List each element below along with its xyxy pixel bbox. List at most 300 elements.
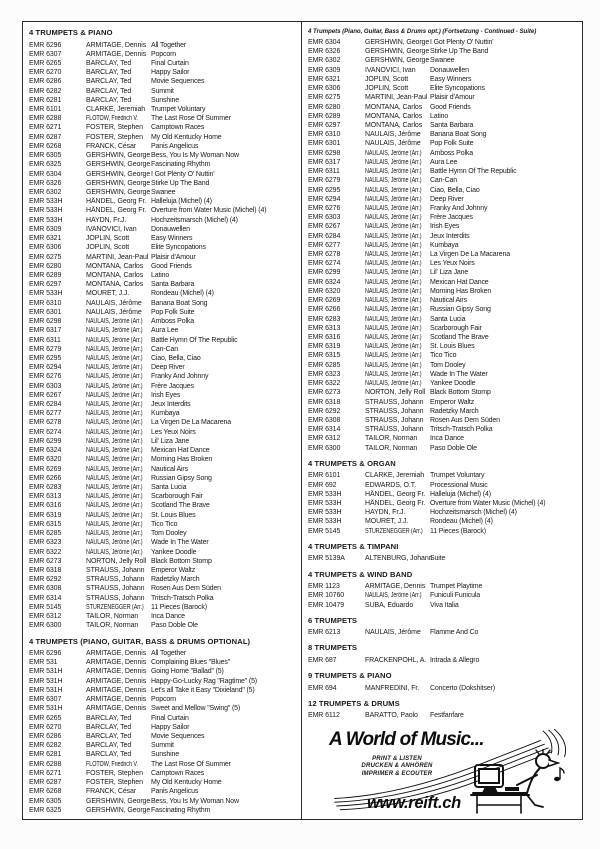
catalog-entry-row <box>29 77 296 86</box>
catalog-entry-row <box>308 130 577 139</box>
catalog-entry-row <box>308 554 577 563</box>
entry-composer: NAULAIS, Jérôme (Arr.) <box>365 592 422 600</box>
entry-composer: NAULAIS, Jérôme (Arr.) <box>365 195 422 203</box>
catalog-entry-row <box>308 361 577 370</box>
entry-ref: EMR 6313 <box>29 493 62 501</box>
entry-title: Movie Sequences <box>151 732 205 740</box>
entry-composer: ARMITAGE, Dennis <box>86 677 147 685</box>
entry-ref: EMR 6297 <box>308 121 341 129</box>
entry-composer: JOPLIN, Scott <box>365 85 409 93</box>
catalog-entry-row <box>308 232 577 241</box>
entry-ref: EMR 6270 <box>29 723 62 731</box>
logo-url-link[interactable]: www.reift.ch <box>367 794 461 812</box>
catalog-entry-row <box>308 66 577 75</box>
entry-ref: EMR 6312 <box>308 435 341 443</box>
entry-title: Scarborough Fair <box>151 493 203 501</box>
catalog-entry-row <box>308 324 577 333</box>
entry-ref: EMR 6284 <box>308 232 341 240</box>
entry-ref: EMR 5139A <box>308 555 345 563</box>
entry-composer: STRAUSS, Johann <box>86 585 145 593</box>
entry-composer: NAULAIS, Jérôme (Arr.) <box>86 336 143 344</box>
entry-title: Irish Eyes <box>151 391 181 399</box>
entry-composer: FOSTER, Stephen <box>86 779 143 787</box>
entry-composer: JOPLIN, Scott <box>86 235 130 243</box>
entry-ref: EMR 6306 <box>308 85 341 93</box>
catalog-entry-row <box>29 732 296 741</box>
entry-title: Tom Dooley <box>151 530 187 538</box>
entry-composer: FOSTER, Stephen <box>86 133 143 141</box>
entry-title: Stirke Up The Band <box>151 179 210 187</box>
logo-languages <box>337 756 457 779</box>
catalog-entry-row <box>29 465 296 474</box>
entry-ref: EMR 6308 <box>308 416 341 424</box>
catalog-entry-row <box>308 259 577 268</box>
entry-title: Mexican Hat Dance <box>430 278 489 286</box>
entry-composer: NAULAIS, Jérôme (Arr.) <box>86 354 143 362</box>
entry-title: Happy Sailor <box>151 723 190 731</box>
entry-title: Tritsch-Tratsch Polka <box>151 594 214 602</box>
catalog-entry-row <box>29 234 296 243</box>
catalog-entry-row <box>308 213 577 222</box>
entry-title: Summit <box>151 742 174 750</box>
logo-lang-line: PRINT & LISTEN <box>372 755 422 762</box>
entry-ref: EMR 6287 <box>29 779 62 787</box>
entry-composer: STURZENEGGER (Arr.) <box>86 603 144 611</box>
catalog-entry-row <box>29 160 296 169</box>
catalog-entry-row <box>29 446 296 455</box>
catalog-entry-row <box>308 471 577 480</box>
entry-ref: EMR 531H <box>29 705 63 713</box>
catalog-entry-row <box>29 418 296 427</box>
right-column <box>302 22 582 819</box>
entry-title: Irish Eyes <box>430 223 460 231</box>
entry-title: Easy Winners <box>151 235 193 243</box>
entry-title: Trumpet Voluntary <box>430 472 485 480</box>
entry-title: Let's all Take it Easy "Dixieland" (5) <box>151 686 255 694</box>
catalog-entry-row <box>29 520 296 529</box>
entry-composer: TAILOR, Norman <box>365 435 418 443</box>
catalog-entry-row <box>308 222 577 231</box>
entry-composer: STRAUSS, Johann <box>365 398 424 406</box>
catalog-entry-row <box>29 584 296 593</box>
catalog-entry-row <box>308 425 577 434</box>
entry-ref: EMR 6322 <box>308 380 341 388</box>
section-heading: 9 TRUMPETS & PIANO <box>308 671 392 681</box>
entry-ref: EMR 6299 <box>308 269 341 277</box>
catalog-entry-row <box>29 262 296 271</box>
entry-ref: EMR 6266 <box>308 306 341 314</box>
entry-ref: EMR 6295 <box>308 186 341 194</box>
catalog-entry-row <box>308 112 577 121</box>
entry-ref: EMR 6289 <box>308 112 341 120</box>
entry-ref: EMR 6275 <box>308 94 341 102</box>
entry-composer: MARTINI, Jean-Paul <box>86 253 149 261</box>
catalog-entry-row <box>29 474 296 483</box>
catalog-entry-row <box>29 151 296 160</box>
entry-title: Good Friends <box>151 262 192 270</box>
entry-title: Nautical Airs <box>430 297 467 305</box>
entry-ref: EMR 6325 <box>29 806 62 814</box>
entry-ref: EMR 6276 <box>308 204 341 212</box>
entry-composer: STRAUSS, Johann <box>365 416 424 424</box>
entry-ref: EMR 6292 <box>308 407 341 415</box>
entry-ref: EMR 6296 <box>29 41 62 49</box>
entry-composer: NAULAIS, Jérôme <box>86 299 142 307</box>
catalog-entry-row <box>308 158 577 167</box>
catalog-entry-row <box>29 511 296 520</box>
entry-title: Inca Dance <box>430 435 464 443</box>
entry-title: Pop Folk Suite <box>430 140 474 148</box>
entry-title: Ciao, Bella, Ciao <box>430 186 480 194</box>
catalog-entry-row <box>308 379 577 388</box>
entry-ref: EMR 6266 <box>29 474 62 482</box>
catalog-entry-row <box>29 50 296 59</box>
catalog-entry-row <box>308 296 577 305</box>
catalog-entry-row <box>29 123 296 132</box>
entry-composer: NAULAIS, Jérôme (Arr.) <box>365 251 422 259</box>
entry-title: Movie Sequences <box>151 78 205 86</box>
entry-title: Franky And Johnny <box>151 373 209 381</box>
entry-ref: EMR 6278 <box>308 251 341 259</box>
catalog-entry-row <box>29 797 296 806</box>
entry-ref: EMR 6278 <box>29 419 62 427</box>
entry-composer: EDWARDS, O.T. <box>365 481 416 489</box>
entry-ref: EMR 6279 <box>308 177 341 185</box>
entry-title: Black Bottom Stomp <box>430 389 491 397</box>
catalog-entry-row <box>29 769 296 778</box>
entry-title: Scotland The Brave <box>430 334 489 341</box>
entry-composer: NAULAIS, Jérôme <box>365 629 421 637</box>
entry-title: My Old Kentucky Home <box>151 133 222 141</box>
entry-ref: EMR 6283 <box>308 315 341 323</box>
catalog-entry-row <box>29 142 296 151</box>
catalog-entry-row <box>308 684 577 693</box>
entry-ref: EMR 6274 <box>308 260 341 268</box>
entry-title: Banana Boat Song <box>151 299 208 307</box>
catalog-entry-row <box>29 253 296 262</box>
section-heading: 8 TRUMPETS <box>308 643 358 653</box>
entry-composer: BARCLAY, Ted <box>86 78 132 86</box>
entry-composer: ALTENBURG, Johann <box>365 555 433 563</box>
entry-ref: EMR 6304 <box>29 170 62 178</box>
entry-title: Lil' Liza Jane <box>151 437 190 445</box>
entry-title: Final Curtain <box>151 59 189 67</box>
entry-composer: SUBA, Eduardo <box>365 601 414 609</box>
entry-title: Summit <box>151 87 174 95</box>
entry-ref: EMR 6319 <box>308 343 341 351</box>
catalog-entry-row <box>29 455 296 464</box>
entry-title: Pop Folk Suite <box>151 308 195 316</box>
entry-composer: FOSTER, Stephen <box>86 124 143 132</box>
entry-ref: EMR 6267 <box>308 223 341 231</box>
entry-title: Latino <box>430 112 449 120</box>
entry-composer: GERSHWIN, George <box>86 189 151 196</box>
catalog-entry-row <box>29 345 296 354</box>
entry-ref: EMR 6309 <box>29 225 62 233</box>
entry-title: Hochzeitsmarsch (Michel) (4) <box>151 216 238 224</box>
entry-composer: GERSHWIN, George <box>86 797 151 805</box>
catalog-entry-row <box>29 206 296 215</box>
entry-composer: STURZENEGGER (Arr.) <box>365 527 423 535</box>
entry-composer: NAULAIS, Jérôme (Arr.) <box>86 437 143 445</box>
catalog-entry-row <box>29 243 296 252</box>
entry-composer: NAULAIS, Jérôme (Arr.) <box>365 214 422 222</box>
entry-ref: EMR 533H <box>29 216 63 224</box>
entry-composer: BARCLAY, Ted <box>86 714 132 722</box>
entry-ref: EMR 6271 <box>29 124 62 132</box>
entry-ref: EMR 6301 <box>29 308 62 316</box>
entry-ref: EMR 6287 <box>29 133 62 141</box>
entry-title: Black Bottom Stomp <box>151 557 212 565</box>
entry-composer: NORTON, Jelly Roll <box>365 389 426 397</box>
entry-title: Mexican Hat Dance <box>151 447 210 455</box>
entry-composer: NORTON, Jelly Roll <box>86 557 147 565</box>
reift-logo <box>323 729 575 815</box>
entry-title: Fascinating Rhythm <box>151 161 211 169</box>
entry-title: Paso Doble Ole <box>430 444 477 452</box>
entry-title: Franky And Johnny <box>430 204 488 212</box>
entry-composer: NAULAIS, Jérôme (Arr.) <box>365 232 422 240</box>
entry-composer: NAULAIS, Jérôme (Arr.) <box>86 511 143 519</box>
entry-composer: MONTANA, Carlos <box>365 112 423 120</box>
catalog-entry-row <box>29 594 296 603</box>
entry-ref: EMR 6265 <box>29 59 62 67</box>
entry-ref: EMR 6269 <box>308 297 341 305</box>
catalog-entry-row <box>308 315 577 324</box>
catalog-entry-row <box>29 188 296 197</box>
entry-title: Santa Lucia <box>151 484 187 491</box>
entry-ref: EMR 6101 <box>308 472 341 480</box>
entry-composer: NAULAIS, Jérôme (Arr.) <box>86 456 143 464</box>
section-heading: 4 Trumpets (Piano, Guitar, Bass & Drums opt.) (Fortsetzung - Continued - Suite) <box>308 28 537 35</box>
entry-ref: EMR 6285 <box>29 530 62 538</box>
entry-ref: EMR 6265 <box>29 714 62 722</box>
entry-title: Morning Has Broken <box>430 287 492 295</box>
entry-composer: MONTANA, Carlos <box>365 103 423 111</box>
entry-composer: GERSHWIN, George <box>86 161 151 169</box>
entry-ref: EMR 6324 <box>29 447 62 455</box>
entry-composer: HAYDN, Fr.J. <box>86 216 127 224</box>
entry-ref: EMR 6271 <box>29 769 62 777</box>
catalog-entry-row <box>308 75 577 84</box>
entry-composer: TAILOR, Norman <box>86 613 139 621</box>
catalog-entry-row <box>29 179 296 188</box>
entry-title: Kumbaya <box>430 241 459 249</box>
entry-composer: ARMITAGE, Dennis <box>86 705 147 713</box>
entry-composer: NAULAIS, Jérôme (Arr.) <box>86 539 143 547</box>
entry-ref: EMR 6312 <box>29 613 62 621</box>
entry-title: I Got Plenty O' Nuttin' <box>430 39 494 46</box>
entry-ref: EMR 6305 <box>29 797 62 805</box>
entry-title: Camptown Races <box>151 769 205 777</box>
entry-ref: EMR 6288 <box>29 760 62 768</box>
entry-title: Rondeau (Michel) (4) <box>151 290 214 298</box>
entry-composer: NAULAIS, Jérôme (Arr.) <box>365 177 422 185</box>
catalog-entry-row <box>308 139 577 148</box>
catalog-entry-row <box>308 47 577 56</box>
entry-title: Kumbaya <box>151 410 180 418</box>
catalog-entry-row <box>29 723 296 732</box>
entry-ref: EMR 6322 <box>29 548 62 556</box>
entry-title: My Old Kentucky Home <box>151 779 222 787</box>
entry-title: Sunshine <box>151 96 179 104</box>
catalog-entry-row <box>29 400 296 409</box>
entry-composer: STRAUSS, Johann <box>86 566 145 574</box>
entry-title: Scarborough Fair <box>430 324 482 332</box>
catalog-entry-row <box>29 437 296 446</box>
entry-title: Nautical Airs <box>151 465 188 473</box>
entry-composer: NAULAIS, Jérôme (Arr.) <box>86 520 143 528</box>
entry-title: Trumpet Playtime <box>430 583 483 591</box>
entry-composer: GERSHWIN, George <box>365 57 430 65</box>
logo-lang-line: IMPRIMER & ECOUTER <box>361 770 433 777</box>
section-heading: 4 TRUMPETS & PIANO <box>29 28 113 37</box>
catalog-entry-row <box>29 354 296 363</box>
entry-composer: STRAUSS, Johann <box>86 576 145 584</box>
entry-title: Donauwellen <box>151 225 190 233</box>
entry-ref: EMR 531H <box>29 686 63 694</box>
entry-title: Good Friends <box>430 103 471 111</box>
entry-title: Rondeau (Michel) (4) <box>430 518 493 526</box>
entry-composer: NAULAIS, Jérôme (Arr.) <box>365 204 422 212</box>
entry-composer: GERSHWIN, George <box>86 170 151 178</box>
entry-ref: EMR 6279 <box>29 345 62 353</box>
entry-title: Rosen Aus Dem Süden <box>430 416 500 424</box>
catalog-entry-row <box>308 186 577 195</box>
catalog-entry-row <box>29 363 296 372</box>
entry-composer: GERSHWIN, George <box>86 179 151 187</box>
catalog-entry-row <box>29 308 296 317</box>
entry-ref: EMR 692 <box>308 481 337 489</box>
entry-ref: EMR 6299 <box>29 437 62 445</box>
section-heading: 12 TRUMPETS & DRUMS <box>308 698 400 708</box>
entry-composer: STRAUSS, Johann <box>365 407 424 415</box>
entry-composer: ARMITAGE, Dennis <box>86 696 147 704</box>
entry-ref: EMR 6311 <box>308 168 340 176</box>
entry-ref: EMR 6268 <box>29 142 62 150</box>
catalog-entry-row <box>308 167 577 176</box>
entry-composer: TAILOR, Norman <box>86 622 139 630</box>
entry-title: Tritsch-Tratsch Polka <box>430 426 493 434</box>
entry-ref: EMR 6302 <box>308 57 341 65</box>
catalog-entry-row <box>29 391 296 400</box>
catalog-entry-row <box>29 372 296 381</box>
entry-ref: EMR 6269 <box>29 465 62 473</box>
left-column <box>23 22 302 819</box>
entry-composer: NAULAIS, Jérôme (Arr.) <box>86 382 143 390</box>
entry-composer: NAULAIS, Jérôme (Arr.) <box>365 158 422 166</box>
catalog-entry-row <box>29 649 296 658</box>
entry-ref: EMR 6310 <box>308 131 341 139</box>
entry-ref: EMR 533H <box>29 290 63 298</box>
entry-ref: EMR 6112 <box>308 712 340 720</box>
catalog-entry-row <box>29 41 296 50</box>
catalog-entry-row <box>308 370 577 379</box>
entry-title: La Virgen De La Macarena <box>151 419 231 427</box>
entry-composer: NAULAIS, Jérôme (Arr.) <box>86 474 143 482</box>
entry-title: Bess, You Is My Woman Now <box>151 152 239 160</box>
catalog-entry-row <box>308 416 577 425</box>
entry-ref: EMR 6321 <box>29 235 62 243</box>
entry-composer: NAULAIS, Jérôme (Arr.) <box>86 410 143 418</box>
entry-title: Processional Music <box>430 481 488 489</box>
entry-composer: NAULAIS, Jérôme (Arr.) <box>365 315 422 323</box>
entry-title: Inca Dance <box>151 613 185 621</box>
entry-composer: NAULAIS, Jérôme <box>365 140 421 148</box>
entry-title: 11 Pieces (Barock) <box>151 603 207 611</box>
entry-title: Amboss Polka <box>151 318 194 326</box>
entry-ref: EMR 6303 <box>308 214 341 222</box>
entry-ref: EMR 6319 <box>29 511 62 519</box>
entry-title: 11 Pieces (Barock) <box>430 527 486 535</box>
catalog-entry-row <box>29 68 296 77</box>
entry-ref: EMR 6267 <box>29 391 62 399</box>
entry-composer: BARCLAY, Ted <box>86 87 132 95</box>
catalog-entry-row <box>29 778 296 787</box>
catalog-entry-row <box>29 170 296 179</box>
entry-composer: NAULAIS, Jérôme (Arr.) <box>86 401 143 409</box>
entry-composer: GERSHWIN, George <box>86 806 151 814</box>
section-heading: 4 TRUMPETS & TIMPANI <box>308 541 399 551</box>
catalog-entry-row <box>308 195 577 204</box>
entry-title: Tom Dooley <box>430 361 466 369</box>
entry-title: Russian Gipsy Song <box>430 306 491 314</box>
entry-title: Les Yeux Noirs <box>151 428 196 436</box>
entry-ref: EMR 533H <box>308 518 342 526</box>
entry-ref: EMR 6326 <box>308 48 341 56</box>
catalog-entry-row <box>308 287 577 296</box>
entry-title: Bess, You Is My Woman Now <box>151 797 239 805</box>
entry-title: Plaisir d'Amour <box>430 94 475 102</box>
entry-ref: EMR 6320 <box>29 456 62 464</box>
catalog-entry-row <box>29 741 296 750</box>
catalog-entry-row <box>308 204 577 213</box>
entry-title: Aura Lee <box>151 327 179 335</box>
entry-ref: EMR 6280 <box>308 103 341 111</box>
entry-title: Radetzky March <box>430 407 479 415</box>
entry-title: Russian Gipsy Song <box>151 474 212 482</box>
entry-composer: BARCLAY, Ted <box>86 96 132 104</box>
entry-title: Halleluja (Michel) (4) <box>430 490 491 498</box>
entry-composer: NAULAIS, Jérôme (Arr.) <box>86 484 143 491</box>
entry-composer: NAULAIS, Jérôme (Arr.) <box>86 502 143 510</box>
entry-composer: NAULAIS, Jérôme (Arr.) <box>86 419 143 427</box>
entry-ref: EMR 6277 <box>29 410 62 418</box>
catalog-entry-row <box>29 612 296 621</box>
entry-title: Final Curtain <box>151 714 189 722</box>
logo-lang-line: DRUCKEN & ANHÖREN <box>361 763 433 770</box>
catalog-entry-row <box>308 434 577 443</box>
entry-ref: EMR 6309 <box>308 66 341 74</box>
entry-composer: NAULAIS, Jérôme (Arr.) <box>86 391 143 399</box>
catalog-entry-row <box>29 326 296 335</box>
entry-ref: EMR 10479 <box>308 601 345 609</box>
entry-composer: IVANOVICI, Ivan <box>365 66 416 74</box>
catalog-entry-row <box>29 299 296 308</box>
entry-composer: NAULAIS, Jérôme <box>365 131 421 139</box>
catalog-entry-row <box>308 591 577 600</box>
entry-title: Scotland The Brave <box>151 502 210 510</box>
entry-title: Going Home "Ballad" (5) <box>151 668 224 676</box>
entry-title: Rosen Aus Dem Süden <box>151 585 221 593</box>
entry-ref: EMR 6298 <box>308 149 341 157</box>
entry-title: Elite Syncopations <box>430 85 485 93</box>
entry-title: Funiculi Funicula <box>430 592 480 600</box>
entry-composer: GERSHWIN, George <box>86 152 151 160</box>
entry-ref: EMR 6295 <box>29 354 62 362</box>
entry-composer: NAULAIS, Jérôme (Arr.) <box>365 334 422 341</box>
entry-ref: EMR 6302 <box>29 189 62 196</box>
